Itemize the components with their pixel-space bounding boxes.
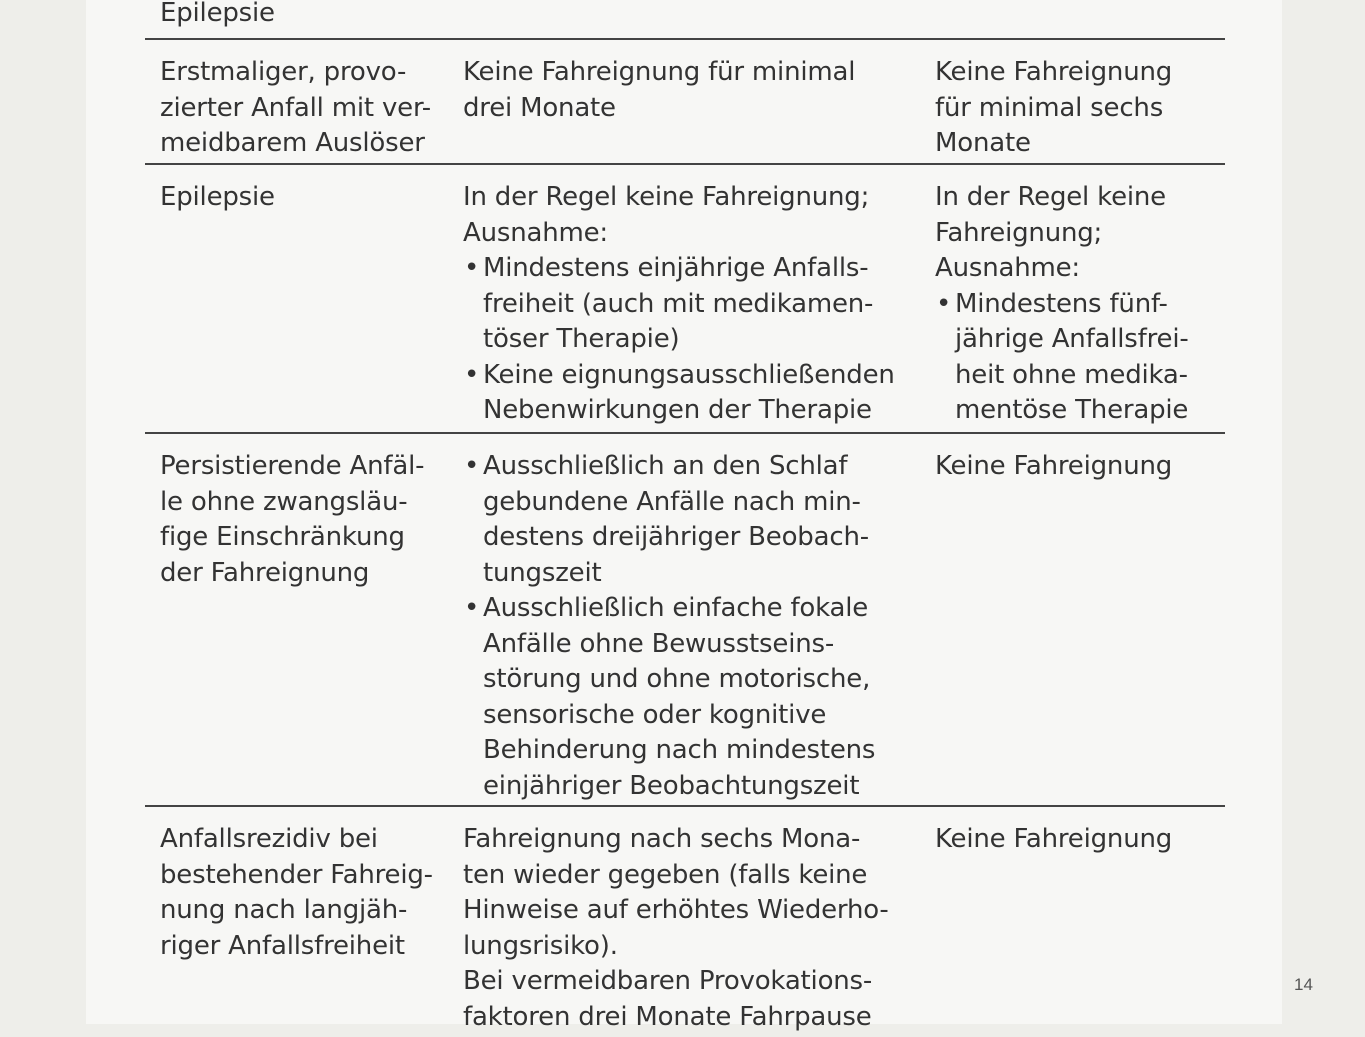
group2-line: Monate [935, 128, 1031, 158]
section-title: Epilepsie [160, 0, 275, 28]
driving-fitness-table [145, 0, 1225, 1037]
table-section-header [145, 0, 1225, 40]
list-item-line: destens dreijähriger Beobach- [483, 522, 869, 552]
group2-cell [935, 449, 1215, 485]
condition-line: Epilepsie [160, 182, 275, 212]
group1-cell [463, 822, 923, 1035]
condition-cell [160, 449, 450, 591]
condition-line: bestehender Fahreig- [160, 859, 433, 890]
list-item-line: freiheit (auch mit medikamen- [483, 288, 874, 319]
list-item [463, 358, 923, 429]
group2-line: Ausnahme: [935, 253, 1080, 283]
list-item-line: Behinderung nach mindestens [483, 735, 876, 765]
condition-line: le ohne zwangsläu- [160, 486, 408, 517]
list-item-line: tungszeit [483, 557, 602, 588]
list-item-line: Ausschließlich an den Schlaf [483, 451, 848, 481]
table-row-persistent-seizures [145, 434, 1225, 807]
list-item-line: Ausschließlich einfache fokale [483, 593, 869, 623]
group2-cell [935, 180, 1215, 429]
group1-line: Ausnahme: [463, 217, 608, 248]
group1-line: Hinweise auf erhöhtes Wiederho- [463, 895, 889, 925]
condition-line: meidbarem Auslöser [160, 128, 425, 158]
list-item-line: gebundene Anfälle nach min- [483, 486, 861, 517]
list-item [463, 449, 923, 591]
list-item-line: einjähriger Beobachtungszeit [483, 770, 860, 801]
condition-cell [160, 180, 450, 216]
condition-cell [160, 822, 450, 964]
group1-line: Fahreignung nach sechs Mona- [463, 824, 861, 854]
table-row-seizure-relapse [145, 807, 1225, 1037]
group2-line: Keine Fahreignung [935, 824, 1173, 854]
group1-cell [463, 55, 923, 126]
condition-line: nung nach langjäh- [160, 895, 408, 925]
group2-line: In der Regel keine [935, 182, 1166, 212]
list-item-line: Nebenwirkungen der Therapie [483, 395, 872, 425]
list-item-line: töser Therapie) [483, 324, 680, 354]
list-item-line: heit ohne medika- [955, 359, 1188, 390]
bullet-icon: • [936, 288, 952, 319]
bullet-icon: • [464, 593, 480, 623]
condition-line: Anfallsrezidiv bei [160, 824, 378, 854]
group2-cell [935, 55, 1215, 162]
condition-line: Persistierende Anfäl- [160, 451, 425, 481]
group1-cell [463, 180, 923, 429]
group1-line: ten wieder gegeben (falls keine [463, 859, 868, 890]
list-item [463, 251, 923, 358]
group2-cell [935, 822, 1215, 858]
condition-line: der Fahreignung [160, 557, 370, 588]
group2-line: Keine Fahreignung [935, 451, 1173, 481]
condition-cell [160, 55, 450, 162]
group2-line: Fahreignung; [935, 217, 1103, 248]
table-row-epilepsy [145, 165, 1225, 434]
list-item-line: sensorische oder kognitive [483, 699, 827, 730]
list-item-line: jährige Anfallsfrei- [955, 324, 1189, 354]
list-item-line: Anfälle ohne Bewusstseins- [483, 628, 835, 659]
list-item-line: mentöse Therapie [955, 395, 1189, 425]
group1-line: drei Monate [463, 92, 616, 123]
condition-line: zierter Anfall mit ver- [160, 92, 431, 123]
condition-line: fige Einschränkung [160, 522, 405, 552]
list-item-line: störung und ohne motorische, [483, 664, 871, 694]
list-item-line: Mindestens fünf- [955, 288, 1168, 319]
group2-line: für minimal sechs [935, 92, 1164, 123]
group1-line: In der Regel keine Fahreignung; [463, 182, 870, 212]
condition-line: Erstmaliger, provo- [160, 57, 407, 87]
bullet-icon: • [464, 451, 480, 481]
group1-line: Bei vermeidbaren Provokations- [463, 966, 873, 996]
group1-cell [463, 449, 923, 804]
group1-line: lungsrisiko). [463, 930, 618, 961]
list-item-line: Keine eignungsausschließenden [483, 359, 895, 390]
group1-line: faktoren drei Monate Fahrpause [463, 1001, 872, 1032]
group1-line: Keine Fahreignung für minimal [463, 57, 856, 87]
bullet-icon: • [464, 253, 480, 283]
page-number: 14 [1294, 975, 1313, 994]
list-item-line: Mindestens einjährige Anfalls- [483, 253, 869, 283]
table-row-first-provoked-seizure [145, 40, 1225, 165]
bullet-icon: • [464, 359, 480, 390]
group2-line: Keine Fahreignung [935, 57, 1173, 87]
list-item [463, 591, 923, 804]
list-item [935, 287, 1215, 429]
condition-line: riger Anfallsfreiheit [160, 930, 405, 961]
